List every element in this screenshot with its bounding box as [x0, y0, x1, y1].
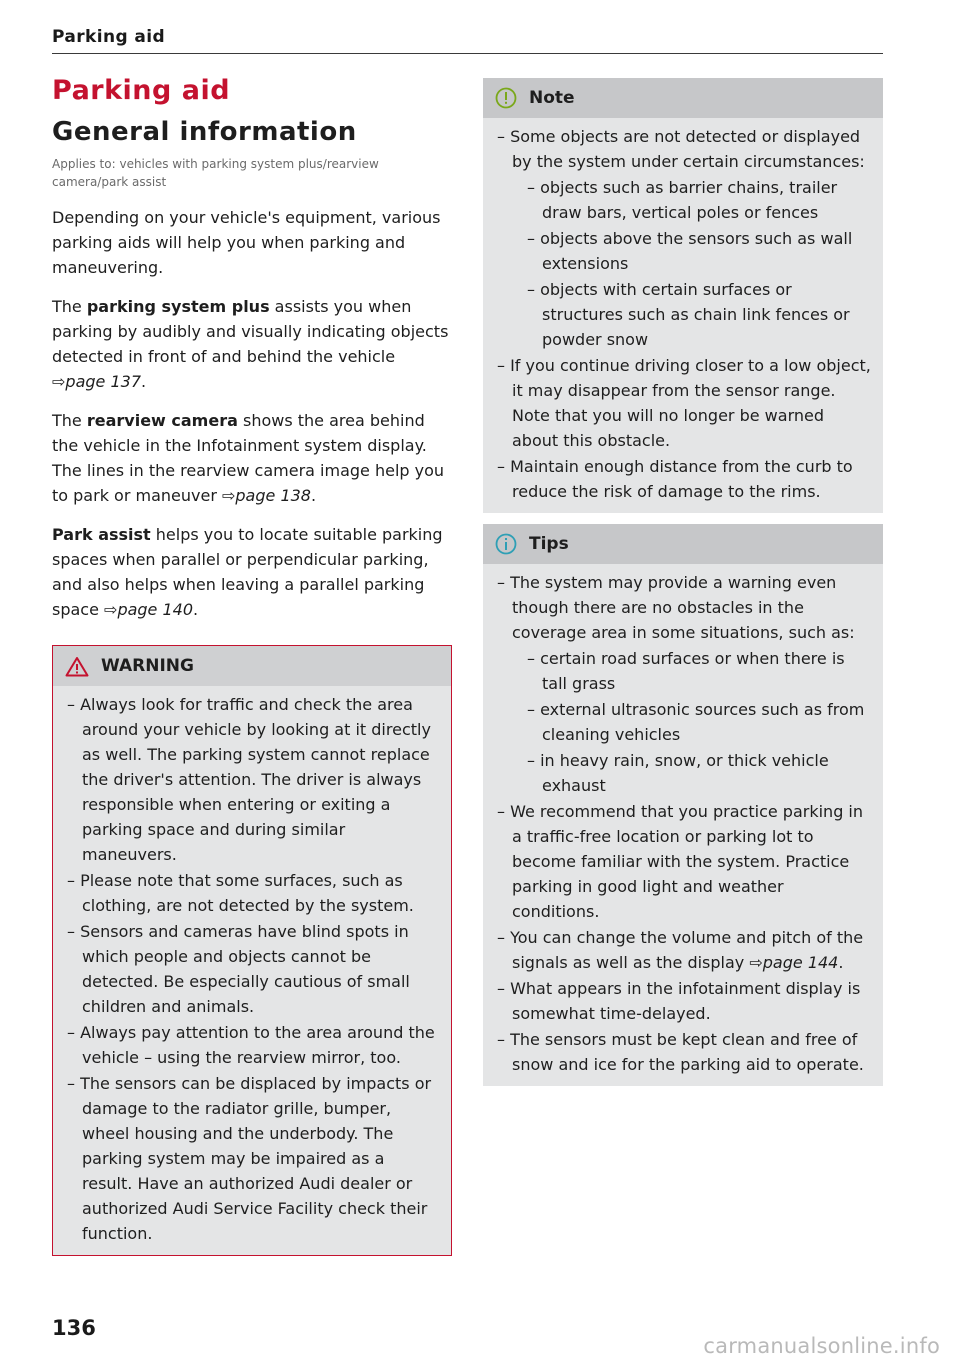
- p2-text: assists you when parking by audibly and visually indicating objects detected in front of and behind the vehicle: [52, 297, 449, 366]
- p3-text: shows the area behind the vehicle in the Infotainment system display. The lines in the rearview camera image help you to park or maneuver: [52, 411, 445, 505]
- tips-body: [483, 564, 883, 1086]
- warning-box: [52, 645, 452, 1256]
- tips-subitem: – external ultrasonic sources such as from cleaning vehicles: [527, 700, 865, 744]
- page-number: 136: [52, 1316, 96, 1340]
- note-title: Note: [529, 88, 575, 108]
- note-box: [483, 78, 883, 513]
- running-header: [52, 24, 883, 54]
- intro-paragraph: Depending on your vehicle's equipment, various parking aids will help you when parking and maneuvering.: [52, 208, 441, 277]
- note-item: – If you continue driving closer to a low object, it may disappear from the sensor range. Note that you will no longer be warned about this obstacle.: [497, 356, 871, 450]
- section-title: General information: [52, 117, 357, 147]
- tips-item: [497, 925, 871, 975]
- applies-to: Applies to: vehicles with parking system plus/rearview camera/park assist: [52, 157, 379, 189]
- warning-item: – Sensors and cameras have blind spots in which people and objects cannot be detected. Be especially cautious of small children and animals.: [67, 922, 410, 1016]
- parking-system-plus-term: parking system plus: [86, 297, 270, 316]
- tips-header: [483, 524, 883, 564]
- p2-post: .: [141, 372, 147, 391]
- left-column: [52, 74, 452, 1256]
- warning-item: – Always pay attention to the area around the vehicle – using the rearview mirror, too.: [67, 1023, 435, 1067]
- page-ref-140[interactable]: ⇨page 140: [104, 600, 194, 619]
- tips-title: Tips: [529, 534, 569, 554]
- tips-item3-post: .: [838, 953, 844, 972]
- page-ref-137[interactable]: ⇨page 137: [52, 372, 141, 391]
- warning-item: – Always look for traffic and check the area around your vehicle by looking at it directly as well. The parking system cannot replace the driver's attention. The driver is always responsible when entering or exiting a parking space and during similar maneuvers.: [67, 695, 431, 864]
- rearview-camera-paragraph: [52, 408, 452, 508]
- tips-subitem: – certain road surfaces or when there is tall grass: [527, 649, 845, 693]
- watermark: carmanualsonline.info: [703, 1334, 940, 1358]
- warning-item: – The sensors can be displaced by impacts or damage to the radiator grille, bumper, wheel housing and the underbody. The parking system may be impaired as a result. Have an authorized Audi dealer or authorized Audi Service Facility check their function.: [67, 1074, 432, 1243]
- tips-box: [483, 524, 883, 1086]
- park-assist-paragraph: [52, 522, 452, 622]
- tips-item: – We recommend that you practice parking in a traffic-free location or parking lot to become familiar with the system. Practice parking in good light and weather conditions.: [497, 802, 864, 921]
- right-column: [483, 78, 883, 1086]
- tips-item: – The system may provide a warning even though there are no obstacles in the coverage area in some situations, such as:: [497, 573, 855, 642]
- warning-body: [53, 686, 451, 1255]
- exclamation-circle-icon: [495, 87, 517, 109]
- warning-title: WARNING: [101, 656, 194, 676]
- warning-header: [53, 646, 451, 686]
- tips-item: – What appears in the infotainment display is somewhat time-delayed.: [497, 979, 861, 1023]
- parking-system-paragraph: [52, 294, 452, 394]
- info-circle-icon: [495, 533, 517, 555]
- rearview-camera-term: rearview camera: [86, 411, 238, 430]
- p3-pre: The: [52, 411, 87, 430]
- warning-triangle-icon: [65, 656, 89, 677]
- note-item: – Maintain enough distance from the curb to reduce the risk of damage to the rims.: [497, 457, 853, 501]
- note-subitem: – objects with certain surfaces or structures such as chain link fences or powder snow: [527, 280, 850, 349]
- note-item: – Some objects are not detected or displayed by the system under certain circumstances:: [497, 127, 865, 171]
- p3-post: .: [310, 486, 317, 505]
- tips-subitem: – in heavy rain, snow, or thick vehicle exhaust: [527, 751, 829, 795]
- note-body: [483, 118, 883, 513]
- p4-post: .: [193, 600, 199, 619]
- note-header: [483, 78, 883, 118]
- page-ref-144[interactable]: ⇨page 144: [749, 953, 839, 972]
- chapter-title: Parking aid: [52, 75, 231, 106]
- park-assist-term: Park assist: [52, 525, 151, 544]
- p2-pre: The: [52, 297, 87, 316]
- tips-item: – The sensors must be kept clean and free of snow and ice for the parking aid to operate.: [497, 1030, 864, 1074]
- warning-item: – Please note that some surfaces, such as clothing, are not detected by the system.: [67, 871, 414, 915]
- tips-item3-text: – You can change the volume and pitch of the signals as well as the display: [497, 928, 864, 972]
- page-ref-138[interactable]: ⇨page 138: [221, 486, 311, 505]
- note-subitem: – objects above the sensors such as wall extensions: [527, 229, 853, 273]
- header-title: Parking aid: [52, 27, 166, 47]
- note-subitem: – objects such as barrier chains, trailer draw bars, vertical poles or fences: [527, 178, 838, 222]
- p4-text: helps you to locate suitable parking spaces when parallel or perpendicular parking, and also helps when leaving a parallel parking space: [52, 525, 443, 619]
